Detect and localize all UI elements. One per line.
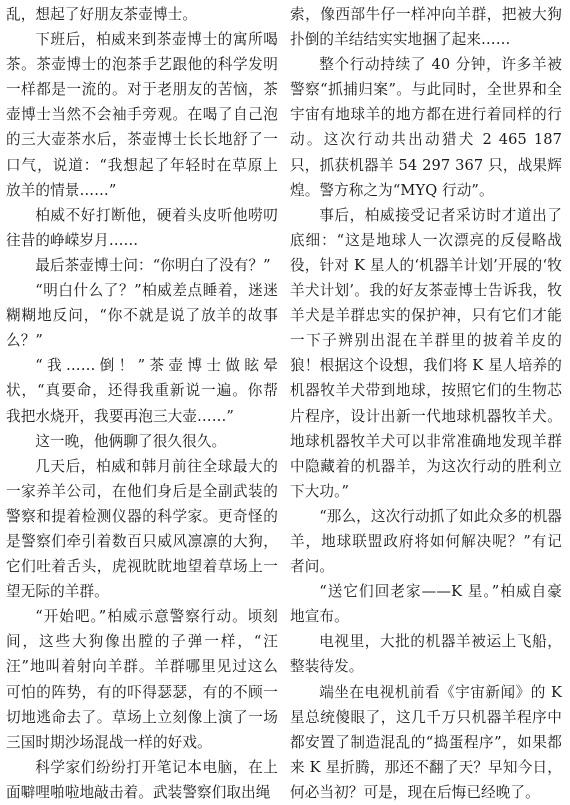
paragraph: 最后茶壶博士问：“你明白了没有？” bbox=[35, 256, 271, 274]
paragraph: “那么，这次行动抓了如此众多的机器羊，地球联盟政府将如何解决呢？”有记者问。 bbox=[290, 507, 562, 576]
paragraph: “送它们回老家——K 星。”柏威自豪地宣布。 bbox=[290, 583, 562, 626]
paragraph: 电视里，大批的机器羊被运上飞船，整装待发。 bbox=[290, 633, 562, 676]
right-column bbox=[290, 2, 562, 801]
paragraph: 索，像西部牛仔一样冲向羊群，把被大狗扑倒的羊结结实实地捆了起来…… bbox=[290, 6, 562, 49]
paragraph: 科学家们纷纷打开笔记本电脑，在上面噼哩啪啦地敲击着。武装警察们取出绳 bbox=[6, 758, 278, 801]
paragraph: “我……倒！”茶壶博士做眩晕状，“真要命，还得我重新说一遍。你帮我把水烧开，我要再泡三大壶……” bbox=[6, 357, 278, 425]
left-column bbox=[6, 2, 278, 801]
paragraph: 乱，想起了好朋友茶壶博士。 bbox=[6, 6, 198, 23]
paragraph: “明白什么了？”柏威差点睡着，迷迷糊糊地反问，“你不就是说了放羊的故事么？” bbox=[6, 282, 278, 350]
paragraph: 这一晚，他俩聊了很久很久。 bbox=[35, 432, 227, 450]
paragraph: “开始吧。”柏威示意警察行动。顷刻间，这些大狗像出膛的子弹一样，“汪汪”地叫着射向羊群。羊群哪里见过这么可怕的阵势，有的吓得瑟瑟，有的不顾一切地逃命去了。草场上立刻像上演了一场三国时期沙场混战一样的好戏。 bbox=[6, 608, 278, 751]
paragraph: 端坐在电视机前看《宇宙新闻》的 K 星总统傻眼了，这几千万只机器羊程序中都安置了制造混乱的“捣蛋程序”，如果都来 K 星折腾，那还不翻了天？早知今日，何必当初？可是，现在后悔已经晚了。 bbox=[290, 683, 562, 801]
paragraph: 下班后，柏威来到茶壶博士的寓所喝茶。茶壶博士的泡茶手艺跟他的科学发明一样都是一流的。对于老朋友的苦恼，茶壶博士当然不会袖手旁观。在喝了自己泡的三大壶茶水后，茶壶博士长长地舒了一口气，说道：“我想起了年轻时在草原上放羊的情景……” bbox=[6, 31, 278, 199]
paragraph: 几天后，柏威和韩月前往全球最大的一家养羊公司，在他们身后是全副武装的警察和提着检测仪器的科学家。更奇怪的是警察们牵引着数百只威风凛凛的大狗，它们吐着舌头，虎视眈眈地望着草场上一望无际的羊群。 bbox=[6, 457, 278, 601]
paragraph: 事后，柏威接受记者采访时才道出了底细：“这是地球人一次漂亮的反侵略战役，针对 K 星人的‘机器羊计划’开展的‘牧羊犬计划’。我的好友茶壶博士告诉我，牧羊犬是羊群忠实的保护神，只有它们才能一下子辨别出混在羊群里的披着羊皮的狼！根据这个设想，我们将 K 星人培养的机器牧羊犬带到地球，按照它们的生物芯片程序，设计出新一代地球机器牧羊犬。地球机器牧羊犬可以非常准确地发现羊群中隐藏着的机器羊，为这次行动的胜利立下大功。” bbox=[290, 206, 562, 500]
paragraph: 柏威不好打断他，硬着头皮听他唠叨往昔的峥嵘岁月…… bbox=[6, 206, 278, 249]
paragraph: 整个行动持续了 40 分钟，许多羊被警察“抓捕归案”。与此同时，全世界和全宇宙有地球羊的地方都在进行着同样的行动。这次行动共出动猎犬 2 465 187 只，抓获机器羊 54 297 367 只，战果辉煌。警方称之为“MYQ 行动”。 bbox=[290, 56, 562, 199]
